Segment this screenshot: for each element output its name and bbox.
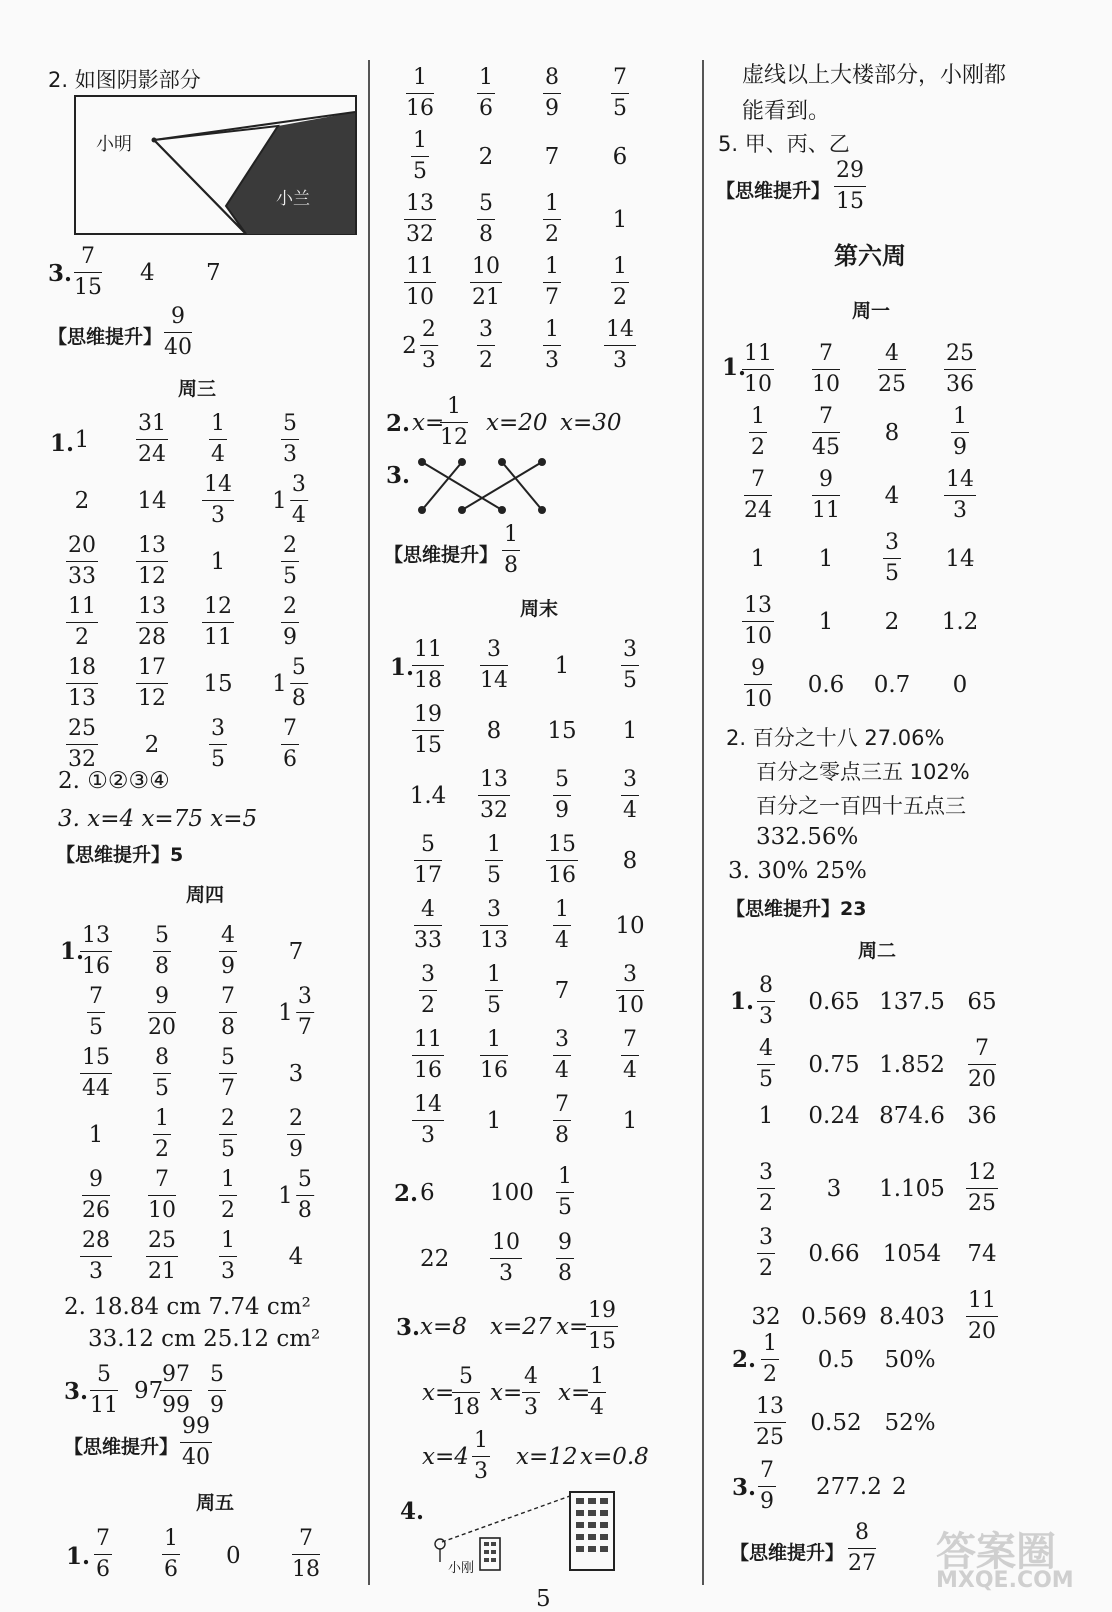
zhoumo-q2-f1: 1 5 (558, 1164, 572, 1220)
answer-cell: 2 (144, 732, 160, 758)
zhoumo-q2-f2: 10 3 (492, 1230, 520, 1286)
answer-cell: 1 16 (406, 65, 434, 121)
answer-cell: 18 13 (68, 655, 96, 711)
answer-cell: 7 24 (744, 467, 772, 523)
answer-cell: 13 16 (82, 923, 110, 979)
answer-cell: 3 2 (759, 1225, 773, 1281)
answer-cell: 7 10 (812, 341, 840, 397)
answer-cell: 3 4 (623, 767, 637, 823)
zhoumo-q3-i: x=12 (516, 1444, 578, 1470)
zhoumo-q3-label: 3. (396, 1314, 421, 1341)
answer-cell: 0.65 (808, 989, 860, 1015)
answer-cell: 11 20 (968, 1288, 996, 1344)
answer-cell: 11 18 (414, 637, 442, 693)
answer-cell: 1 (758, 1103, 774, 1129)
answer-cell: 11 10 (744, 341, 772, 397)
answer-cell: 1 (554, 653, 570, 679)
answer-cell: 1 2 (221, 1167, 235, 1223)
answer-cell: 3 5 (885, 530, 899, 586)
zhou1-q3: 3. 30% 25% (728, 858, 867, 884)
c2-tisheng-fraction: 1 8 (504, 522, 518, 578)
zhou4-q3-label: 3. (64, 1378, 89, 1405)
answer-cell: 0.24 (808, 1103, 860, 1129)
answer-cell: 14 3 (204, 472, 232, 528)
answer-cell: 13 12 (138, 533, 166, 589)
answer-cell: 9 11 (812, 467, 840, 523)
answer-cell: 1 4 (211, 411, 225, 467)
answer-cell: 15 (203, 671, 233, 697)
answer-cell: 1.4 (409, 783, 447, 809)
zhou2-q1-label: 1. (730, 988, 755, 1015)
zhoumo-q2-b: 100 (490, 1180, 534, 1206)
answer-cell: 3 5 (211, 716, 225, 772)
answer-cell: 1.105 (879, 1176, 945, 1202)
answer-cell: 2 (478, 144, 494, 170)
zhoumo-q2-label: 2. (394, 1180, 419, 1207)
answer-cell: 13 25 (756, 1394, 784, 1450)
answer-cell: 1 2 (545, 191, 559, 247)
answer-cell: 65 (967, 989, 997, 1015)
answer-cell: 7 20 (968, 1036, 996, 1092)
answer-cell: 1 $\frac{3}{7}$ (278, 984, 312, 1040)
answer-cell: 14 3 (414, 1092, 442, 1148)
heading-zhou1: 周一 (852, 300, 891, 322)
answer-cell: 13 32 (406, 191, 434, 247)
answer-cell: 19 15 (414, 702, 442, 758)
answer-cell: 0.66 (808, 1241, 860, 1267)
answer-cell: 12 25 (968, 1160, 996, 1216)
answer-cell: 0.7 (873, 672, 911, 698)
answer-cell: 8 (622, 848, 638, 874)
answer-cell: 1 (210, 549, 226, 575)
zhoumo-q2-f3: 9 8 (558, 1230, 572, 1286)
answer-cell: 5 17 (414, 832, 442, 888)
c1-q3-v2: 7 (206, 260, 221, 286)
answer-cell: 13 10 (744, 593, 772, 649)
answer-cell: 5 8 (479, 191, 493, 247)
zhou2-tisheng-fraction: 8 27 (848, 1520, 876, 1576)
zhou2-q3-label: 3. (732, 1474, 757, 1501)
answer-cell: 9 20 (148, 984, 176, 1040)
answer-cell: 15 16 (548, 832, 576, 888)
zhoumo-q3-f3: 4 3 (524, 1364, 538, 1420)
zhoumo-q3-h: x=4 (422, 1444, 469, 1470)
answer-cell: 1 6 (479, 65, 493, 121)
answer-cell: 1 2 (751, 404, 765, 460)
answer-cell: 2 (884, 609, 900, 635)
c2-q2-x2: x=20 (486, 410, 548, 436)
zhou3-q3: 3. x=4 x=75 x=5 (58, 806, 258, 832)
answer-cell: 4 33 (414, 897, 442, 953)
answer-cell: 1 $\frac{5}{8}$ (278, 1167, 312, 1223)
answer-cell: 1 (750, 546, 766, 572)
c2-tisheng: 【思维提升】 (384, 544, 499, 566)
answer-cell: 2 5 (283, 533, 297, 589)
answer-cell: 874.6 (879, 1103, 945, 1129)
c2-q2-x1: x= (412, 410, 445, 436)
zhou4-q2-line2: 33.12 cm 25.12 cm² (88, 1326, 321, 1352)
answer-cell: 7 (288, 939, 304, 965)
answer-cell: 2 (74, 488, 90, 514)
answer-cell: 1 2 (155, 1106, 169, 1162)
zhou2-tisheng: 【思维提升】 (730, 1542, 845, 1564)
answer-cell: 4 (884, 483, 900, 509)
answer-cell: 1 2 (613, 254, 627, 310)
answer-cell: 2 9 (283, 594, 297, 650)
answer-cell: 3 13 (480, 897, 508, 953)
zhoumo-q3-f2: 5 18 (452, 1364, 480, 1420)
page-number: 5 (536, 1586, 551, 1612)
c1-tisheng-1: 【思维提升】 (48, 326, 163, 348)
answer-cell: 3 10 (616, 962, 644, 1018)
answer-cell: 11 10 (406, 254, 434, 310)
zhou2-q3-b: 2 (892, 1474, 907, 1500)
heading-zhou5: 周五 (196, 1492, 235, 1514)
c2-q3-label: 3. (386, 462, 411, 489)
zhou5-q1-f2: 1 6 (164, 1526, 178, 1582)
answer-cell: 7 6 (283, 716, 297, 772)
answer-cell: 20 33 (68, 533, 96, 589)
answer-cell: 3 5 (623, 637, 637, 693)
zhou5-q1-f1: 7 6 (96, 1526, 110, 1582)
zhou2-q3-a: 277.2 (816, 1474, 882, 1500)
c1-q3-fraction: 7 15 (74, 244, 102, 300)
zhou4-q3-f1: 5 11 (90, 1362, 118, 1418)
answer-cell: 25 32 (68, 716, 96, 772)
answer-cell: 5 8 (155, 923, 169, 979)
zhou4-q1-label: 1. (60, 938, 85, 965)
answer-cell: 1 3 (221, 1228, 235, 1284)
answer-cell: 0.569 (801, 1304, 867, 1330)
answer-cell: 0.5 (817, 1347, 855, 1373)
answer-cell: 1 16 (480, 1027, 508, 1083)
zhou1-q2-line1: 2. 百分之十八 27.06% (726, 726, 945, 750)
zhou5-q1-v: 0 (226, 1543, 241, 1569)
c2-q4-label: 4. (400, 1498, 425, 1525)
zhoumo-q1-label: 1. (390, 654, 415, 681)
answer-cell: 8 9 (545, 65, 559, 121)
answer-cell: 11 2 (68, 594, 96, 650)
zhou4-q2-line1: 2. 18.84 cm 7.74 cm² (64, 1294, 311, 1320)
zhoumo-q3-f1: 19 15 (588, 1298, 616, 1354)
answer-cell: 4 9 (221, 923, 235, 979)
zhoumo-q3-c: x= (556, 1314, 589, 1340)
answer-cell: 2 9 (289, 1106, 303, 1162)
answer-cell: 1 2 (763, 1331, 777, 1387)
zhoumo-q3-e: x= (490, 1380, 523, 1406)
answer-cell: 3 2 (479, 317, 493, 373)
answer-cell: 1 3 (545, 317, 559, 373)
shaded-region-figure (74, 94, 358, 238)
zhoumo-q3-mixed-frac: 1 3 (474, 1428, 488, 1484)
c3-top-line2: 能看到。 (742, 99, 831, 124)
zhoumo-q3-d: x= (422, 1380, 455, 1406)
zhou4-q3-f2: 97 99 (162, 1362, 190, 1418)
answer-cell: 3 4 (555, 1027, 569, 1083)
answer-cell: 74 (967, 1241, 997, 1267)
answer-cell: 3 (288, 1061, 304, 1087)
answer-cell: 14 3 (946, 467, 974, 523)
zhoumo-q3-g: x= (558, 1380, 591, 1406)
zhou1-tisheng: 【思维提升】23 (726, 898, 867, 920)
label-xiaolan: 小兰 (276, 189, 310, 209)
answer-cell: 11 16 (414, 1027, 442, 1083)
zhou4-q3-whole: 97 (134, 1378, 164, 1404)
heading-week6: 第六周 (834, 242, 906, 270)
answer-cell: 1 7 (545, 254, 559, 310)
answer-cell: 2 $\frac{2}{3}$ (402, 317, 436, 373)
answer-cell: 13 28 (138, 594, 166, 650)
answer-cell: 1 $\frac{5}{8}$ (272, 655, 306, 711)
answer-cell: 0.75 (808, 1052, 860, 1078)
answer-cell: 50% (884, 1347, 936, 1373)
answer-cell: 10 21 (472, 254, 500, 310)
zhou4-tisheng-fraction: 99 40 (182, 1414, 210, 1470)
answer-cell: 3 14 (480, 637, 508, 693)
column-divider-1 (368, 60, 370, 1585)
zhoumo-q3-b: x=27 (490, 1314, 552, 1340)
answer-cell: 7 (554, 978, 570, 1004)
answer-cell: 3 2 (759, 1160, 773, 1216)
c2-q2-label: 2. (386, 410, 411, 437)
answer-cell: 8 3 (759, 973, 773, 1029)
answer-cell: 4 25 (878, 341, 906, 397)
answer-cell: 1 $\frac{3}{4}$ (272, 472, 306, 528)
zhoumo-q3-f4: 1 4 (590, 1364, 604, 1420)
answer-cell: 8 5 (155, 1045, 169, 1101)
answer-cell: 1 (486, 1108, 502, 1134)
c1-tisheng-1-fraction: 9 40 (164, 304, 192, 360)
zhou1-q2-line4: 332.56% (756, 824, 859, 850)
zhou1-q1-label: 1. (722, 354, 747, 381)
answer-cell: 8.403 (879, 1304, 945, 1330)
zhou3-q2: 2. ①②③④ (58, 768, 170, 794)
column-divider-2 (702, 60, 704, 1585)
answer-cell: 5 9 (555, 767, 569, 823)
c3-tisheng-1: 【思维提升】 (716, 180, 831, 202)
watermark-logo: 答案圈 (936, 1529, 1056, 1575)
answer-cell: 3 2 (421, 962, 435, 1018)
answer-cell: 2 5 (221, 1106, 235, 1162)
answer-cell: 6 (612, 144, 628, 170)
answer-cell: 4 (288, 1244, 304, 1270)
answer-cell: 7 5 (89, 984, 103, 1040)
answer-cell: 1.2 (941, 609, 979, 635)
zhoumo-q3-j: x=0.8 (580, 1444, 649, 1470)
heading-zhou3: 周三 (178, 378, 217, 400)
zhoumo-q2-a: 6 (420, 1180, 435, 1206)
answer-cell: 1 4 (555, 897, 569, 953)
answer-cell: 15 44 (82, 1045, 110, 1101)
watermark-url: MXQE.COM (936, 1568, 1074, 1593)
answer-cell: 7 45 (812, 404, 840, 460)
zhou4-q3-f3: 5 9 (210, 1362, 224, 1418)
answer-cell: 7 10 (148, 1167, 176, 1223)
c3-top-line1: 虚线以上大楼部分，小刚都 (742, 63, 1007, 88)
answer-cell: 0 (952, 672, 968, 698)
answer-cell: 0.6 (807, 672, 845, 698)
answer-cell: 3 (826, 1176, 842, 1202)
zhou1-q2-line3: 百分之一百四十五点三 (756, 794, 966, 818)
c2-q2-fraction: 1 12 (440, 394, 468, 450)
answer-cell: 17 12 (138, 655, 166, 711)
answer-cell: 7 (544, 144, 560, 170)
answer-cell: 5 3 (283, 411, 297, 467)
zhou4-tisheng: 【思维提升】 (64, 1436, 179, 1458)
answer-cell: 25 21 (148, 1228, 176, 1284)
answer-cell: 1 (612, 207, 628, 233)
answer-cell: 7 8 (221, 984, 235, 1040)
answer-cell: 7 5 (613, 65, 627, 121)
answer-cell: 1.852 (879, 1052, 945, 1078)
zhoumo-q3-a: x=8 (420, 1314, 467, 1340)
zhou5-q1-f3: 7 18 (292, 1526, 320, 1582)
answer-cell: 10 (615, 913, 645, 939)
answer-cell: 28 3 (82, 1228, 110, 1284)
answer-cell: 32 (751, 1304, 781, 1330)
c3-tisheng-1-fraction: 29 15 (836, 158, 864, 214)
answer-cell: 8 (486, 718, 502, 744)
zhou1-q2-line2: 百分之零点三五 102% (756, 760, 970, 784)
c3-q5: 5. 甲、丙、乙 (718, 132, 850, 156)
answer-cell: 14 (137, 488, 167, 514)
answer-cell: 9 10 (744, 656, 772, 712)
answer-cell: 5 7 (221, 1045, 235, 1101)
c1-q3-label: 3. (48, 260, 73, 287)
answer-cell: 14 3 (606, 317, 634, 373)
answer-cell: 25 36 (946, 341, 974, 397)
c1-q2-text: 2. 如图阴影部分 (48, 68, 201, 92)
answer-cell: 1 (622, 1108, 638, 1134)
answer-cell: 1 5 (487, 962, 501, 1018)
answer-cell: 0.52 (810, 1410, 862, 1436)
answer-cell: 13 32 (480, 767, 508, 823)
answer-cell: 1 (88, 1122, 104, 1148)
zhoumo-q2-c: 22 (420, 1246, 450, 1272)
heading-zhou2: 周二 (858, 940, 897, 962)
answer-cell: 7 8 (555, 1092, 569, 1148)
answer-cell: 12 11 (204, 594, 232, 650)
c2-q2-x3: x=30 (560, 410, 622, 436)
heading-zhoumo: 周末 (520, 598, 559, 620)
answer-cell: 14 (945, 546, 975, 572)
answer-cell: 9 26 (82, 1167, 110, 1223)
answer-cell: 1 (818, 546, 834, 572)
answer-cell: 137.5 (879, 989, 945, 1015)
zhou2-q3-fraction: 7 9 (760, 1458, 774, 1514)
zhou3-tisheng: 【思维提升】5 (56, 844, 184, 866)
answer-cell: 1 (74, 427, 90, 453)
answer-cell: 31 24 (138, 411, 166, 467)
answer-cell: 1054 (882, 1241, 942, 1267)
answer-cell: 1 5 (413, 128, 427, 184)
matching-lines-diagram (410, 452, 560, 522)
zhou3-q1-label: 1. (50, 430, 75, 457)
answer-cell: 1 9 (953, 404, 967, 460)
answer-cell: 36 (967, 1103, 997, 1129)
answer-cell: 52% (884, 1410, 936, 1436)
answer-cell: 7 4 (623, 1027, 637, 1083)
answer-cell: 1 (622, 718, 638, 744)
answer-cell: 1 5 (487, 832, 501, 888)
label-xiaoming: 小明 (96, 134, 132, 155)
c1-q3-v1: 4 (140, 260, 155, 286)
label-xiaogang: 小刚 (448, 1561, 475, 1576)
answer-cell: 4 5 (759, 1036, 773, 1092)
heading-zhou4: 周四 (186, 884, 225, 906)
zhou5-q1-label: 1. (66, 1543, 91, 1570)
zhou2-q2-label: 2. (732, 1346, 757, 1373)
answer-cell: 8 (884, 420, 900, 446)
answer-cell: 1 (818, 609, 834, 635)
answer-cell: 15 (547, 718, 577, 744)
